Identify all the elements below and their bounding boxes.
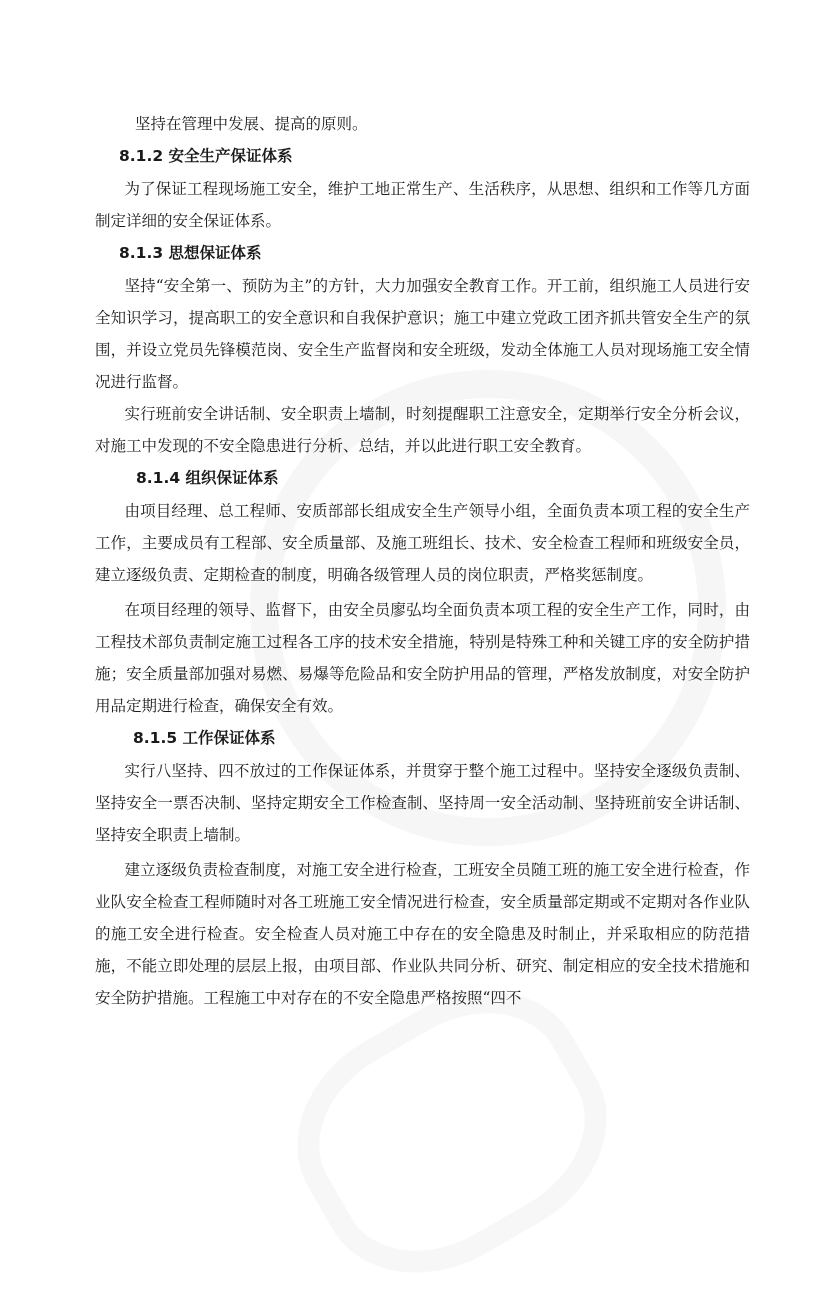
- paragraph-principle: 坚持在管理中发展、提高的原则。: [135, 115, 368, 133]
- section-heading-8-1-3: 8.1.3 思想保证体系: [119, 244, 262, 262]
- paragraph-organization-leadership: 由项目经理、总工程师、安质部部长组成安全生产领导小组，全面负责本项工程的安全生产工作，主要成员有工程部、安全质量部、及施工班组长、技术、安全检查工程师和班级安全员，建立逐级负责、定期检查的制度，明确各级管理人员的岗位职责，严格奖惩制度。: [95, 502, 750, 584]
- paragraph-inspection-system: 建立逐级负责检查制度，对施工安全进行检查，工班安全员随工班的施工安全进行检查，作业队安全检查工程师随时对各工班施工安全情况进行检查，安全质量部定期或不定期对各作业队的施工安全进行检查。安全检查人员对施工中存在的安全隐患及时制止，并采取相应的防范措施，不能立即处理的层层上报，由项目部、作业队共同分析、研究、制定相应的安全技术措施和安全防护措施。工程施工中对存在的不安全隐患严格按照“四不: [95, 861, 750, 1007]
- section-heading-8-1-2: 8.1.2 安全生产保证体系: [119, 147, 293, 165]
- paragraph-safety-system-intro: 为了保证工程现场施工安全，维护工地正常生产、生活秩序，从思想、组织和工作等几方面制定详细的安全保证体系。: [95, 180, 750, 230]
- section-heading-8-1-5: 8.1.5 工作保证体系: [133, 729, 276, 747]
- paragraph-pre-shift-talk: 实行班前安全讲话制、安全职责上墙制，时刻提醒职工注意安全，定期举行安全分析会议，对施工中发现的不安全隐患进行分析、总结，并以此进行职工安全教育。: [95, 405, 750, 455]
- paragraph-work-guarantee: 实行八坚持、四不放过的工作保证体系，并贯穿于整个施工过程中。坚持安全逐级负责制、坚持安全一票否决制、坚持定期安全工作检查制、坚持周一安全活动制、坚持班前安全讲话制、坚持安全职责上墙制。: [95, 762, 750, 844]
- section-heading-8-1-4: 8.1.4 组织保证体系: [136, 469, 279, 487]
- paragraph-ideology-guarantee: 坚持“安全第一、预防为主”的方针，大力加强安全教育工作。开工前，组织施工人员进行安全知识学习，提高职工的安全意识和自我保护意识；施工中建立党政工团齐抓共管安全生产的氛围，并设立党员先锋模范岗、安全生产监督岗和安全班级，发动全体施工人员对现场施工安全情况进行监督。: [95, 277, 750, 391]
- document-body: [95, 108, 750, 1014]
- paragraph-project-manager-supervision: 在项目经理的领导、监督下，由安全员廖弘均全面负责本项工程的安全生产工作，同时，由工程技术部负责制定施工过程各工序的技术安全措施，特别是特殊工种和关键工序的安全防护措施；安全质量部加强对易燃、易爆等危险品和安全防护用品的管理，严格发放制度，对安全防护用品定期进行检查，确保安全有效。: [95, 601, 750, 715]
